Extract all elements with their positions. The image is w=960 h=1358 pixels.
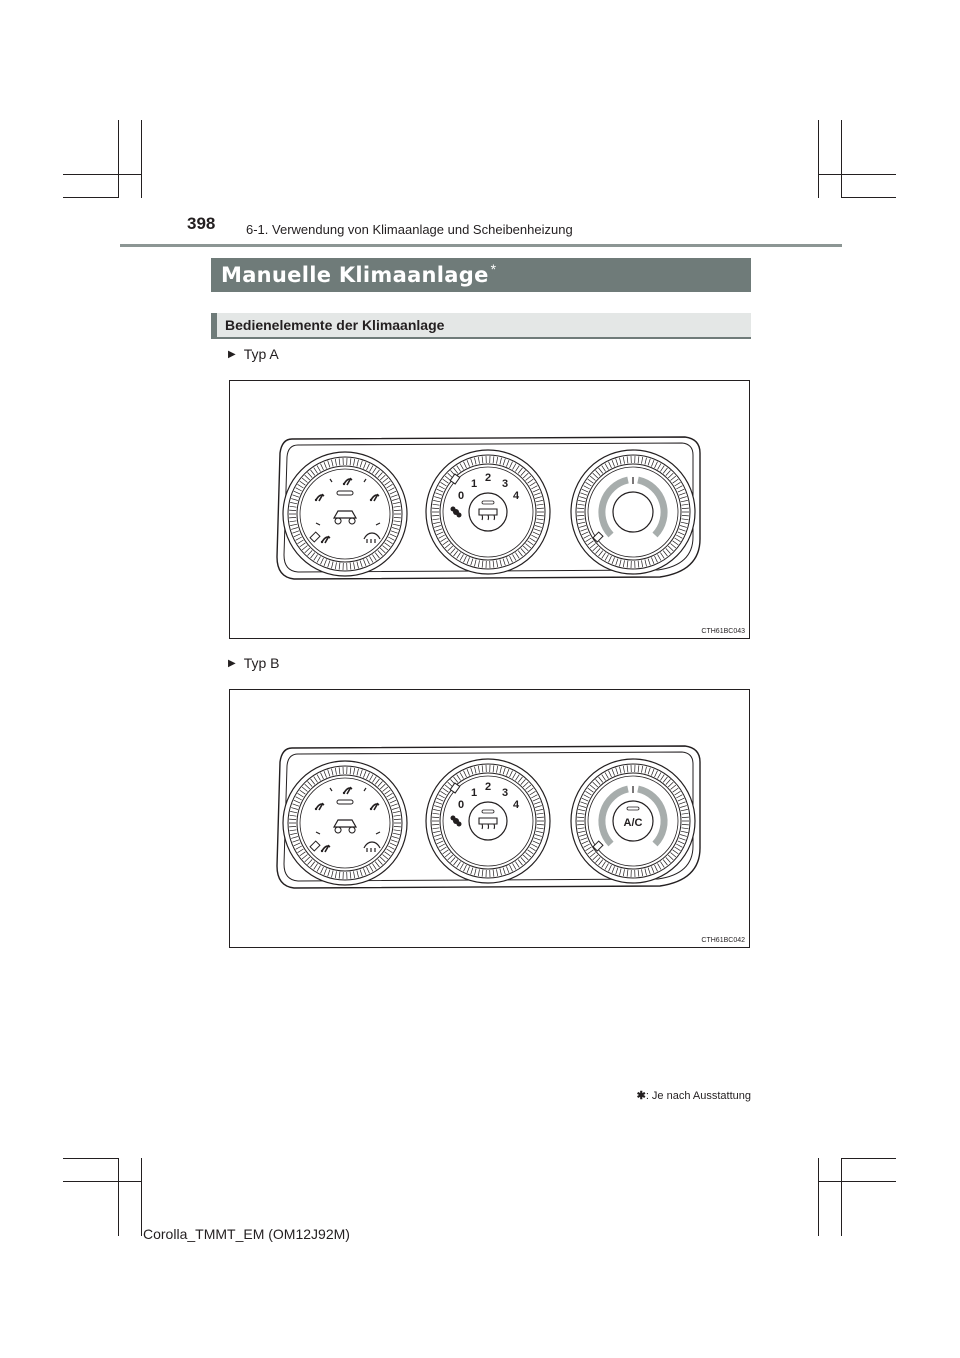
figure-label-text: Typ B bbox=[243, 655, 280, 671]
crop-mark bbox=[818, 120, 819, 198]
dial-indicator bbox=[337, 800, 353, 804]
rear-defogger-button bbox=[469, 493, 507, 531]
figure-code: CTH61BC043 bbox=[701, 628, 745, 635]
footnote bbox=[637, 1089, 751, 1102]
section-banner bbox=[211, 258, 751, 292]
crop-mark bbox=[818, 1158, 819, 1236]
triangle-bullet-icon: ▶ bbox=[228, 348, 236, 360]
fan-speed-dial bbox=[426, 450, 550, 574]
equipment-star-icon: ✱ bbox=[636, 1090, 646, 1102]
crop-mark bbox=[63, 197, 119, 198]
figure-typ-b bbox=[229, 689, 750, 948]
climate-panel-illustration bbox=[230, 690, 749, 947]
figure-label-b bbox=[228, 655, 280, 671]
crop-mark bbox=[63, 1181, 141, 1182]
button-indicator-lamp bbox=[482, 501, 494, 504]
dial-indicator bbox=[337, 491, 353, 495]
crop-mark bbox=[818, 1181, 896, 1182]
rear-defogger-button bbox=[469, 802, 507, 840]
fan-speed-digit: 4 bbox=[512, 490, 520, 502]
fan-speed-dial bbox=[426, 759, 550, 883]
crop-mark bbox=[141, 120, 142, 198]
crop-mark bbox=[841, 1158, 896, 1159]
subsection-title: Bedienelemente der Klimaanlage bbox=[225, 317, 445, 333]
fan-speed-digit: 3 bbox=[501, 787, 509, 799]
climate-panel-illustration bbox=[230, 381, 749, 638]
temperature-center-cap bbox=[613, 492, 653, 532]
subsection-accent-bar bbox=[211, 313, 217, 337]
fan-speed-digit: 2 bbox=[484, 781, 492, 793]
car-recirculation-icon bbox=[334, 511, 356, 518]
section-title: Manuelle Klimaanlage bbox=[221, 263, 489, 287]
footer-doc-id: Corolla_TMMT_EM (OM12J92M) bbox=[143, 1226, 350, 1242]
crop-mark bbox=[818, 174, 896, 175]
fan-speed-digit: 2 bbox=[484, 472, 492, 484]
fan-speed-digit: 4 bbox=[512, 799, 520, 811]
car-recirculation-icon bbox=[334, 820, 356, 827]
footnote-text: : Je nach Ausstattung bbox=[645, 1090, 751, 1102]
figure-code: CTH61BC042 bbox=[701, 937, 745, 944]
temperature-dial bbox=[571, 450, 695, 574]
temperature-dial bbox=[571, 759, 695, 883]
fan-speed-digit: 0 bbox=[457, 799, 465, 811]
airflow-mode-dial bbox=[283, 452, 407, 576]
crop-mark bbox=[63, 1158, 119, 1159]
fan-speed-digit: 0 bbox=[457, 490, 465, 502]
crop-mark bbox=[141, 1158, 142, 1236]
fan-speed-digit: 1 bbox=[470, 787, 478, 799]
crop-mark bbox=[841, 120, 842, 198]
header-rule bbox=[120, 244, 842, 247]
ac-button-label: A/C bbox=[623, 817, 643, 829]
crop-mark bbox=[63, 174, 141, 175]
figure-label-a bbox=[228, 346, 279, 362]
figure-typ-a bbox=[229, 380, 750, 639]
figure-label-text: Typ A bbox=[243, 346, 279, 362]
button-indicator-lamp bbox=[482, 810, 494, 813]
page-number: 398 bbox=[187, 214, 216, 233]
fan-speed-digit: 3 bbox=[501, 478, 509, 490]
crop-mark bbox=[118, 120, 119, 198]
chapter-title: 6-1. Verwendung von Klimaanlage und Scheibenheizung bbox=[246, 222, 573, 237]
crop-mark bbox=[841, 197, 896, 198]
fan-speed-digit: 1 bbox=[470, 478, 478, 490]
equipment-star-icon: * bbox=[490, 261, 497, 277]
crop-mark bbox=[118, 1158, 119, 1236]
crop-mark bbox=[841, 1158, 842, 1236]
ac-indicator-lamp bbox=[627, 807, 639, 810]
airflow-mode-dial bbox=[283, 761, 407, 885]
subsection-banner bbox=[211, 313, 751, 339]
triangle-bullet-icon: ▶ bbox=[228, 657, 236, 669]
